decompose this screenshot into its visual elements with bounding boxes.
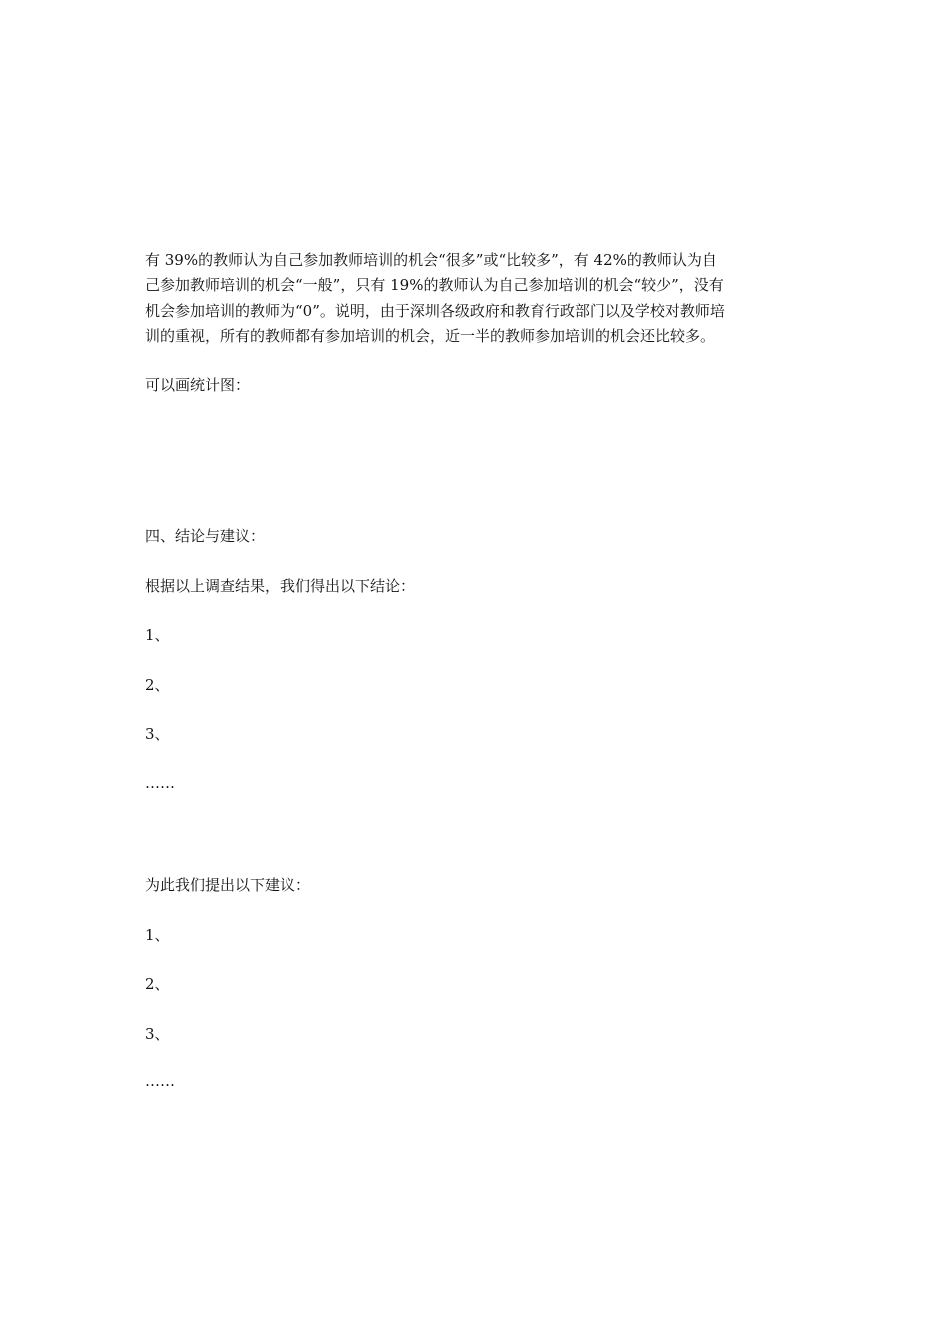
suggestion-item-1: 1、 xyxy=(145,926,170,944)
suggestion-intro: 为此我们提出以下建议： xyxy=(145,876,311,894)
chart-note: 可以画统计图： xyxy=(145,376,251,394)
conclusion-intro: 根据以上调查结果，我们得出以下结论： xyxy=(145,577,416,595)
paragraph-line-3: 机会参加培训的教师为“0”。说明，由于深圳各级政府和教育行政部门以及学校对教师培 xyxy=(145,302,725,320)
suggestion-ellipsis: …… xyxy=(145,1072,175,1090)
conclusion-item-1: 1、 xyxy=(145,626,170,644)
conclusion-item-2: 2、 xyxy=(145,676,170,694)
section-heading: 四、结论与建议： xyxy=(145,527,266,545)
suggestion-item-3: 3、 xyxy=(145,1025,170,1043)
suggestion-item-2: 2、 xyxy=(145,975,170,993)
paragraph-line-4: 训的重视，所有的教师都有参加培训的机会，近一半的教师参加培训的机会还比较多。 xyxy=(145,327,716,345)
paragraph-line-2: 己参加教师培训的机会“一般”，只有 19%的教师认为自己参加培训的机会“较少”，没有 xyxy=(145,276,724,294)
conclusion-ellipsis: …… xyxy=(145,774,175,792)
conclusion-item-3: 3、 xyxy=(145,725,170,743)
paragraph-line-1: 有 39%的教师认为自己参加教师培训的机会“很多”或“比较多”，有 42%的教师认为自 xyxy=(145,251,717,269)
